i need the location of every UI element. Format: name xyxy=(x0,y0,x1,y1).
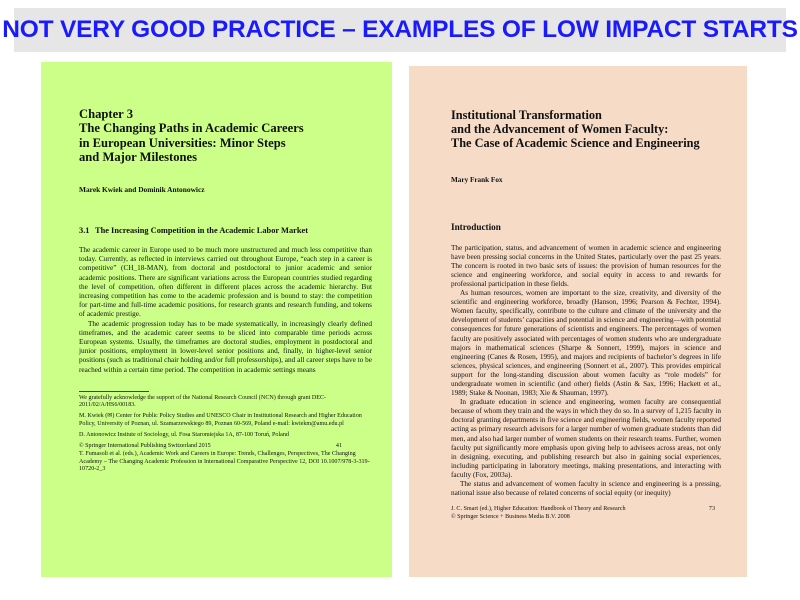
right-page-excerpt xyxy=(409,66,747,577)
footnote: We gratefully acknowledge the support of the National Research Council (NCN) through grant DEC-2011/02/A/HS6/00183. xyxy=(79,394,327,409)
body-text xyxy=(79,246,372,375)
chapter-number: Chapter 3 xyxy=(79,107,133,121)
publication-footer xyxy=(451,506,721,521)
article-author: Mary Frank Fox xyxy=(451,175,503,184)
article-title-line: The Case of Academic Science and Engineering xyxy=(451,136,700,151)
copyright-line: © Springer International Publishing Switzerland 2015 xyxy=(79,443,211,450)
section-heading xyxy=(79,226,372,236)
slide-title: NOT VERY GOOD PRACTICE – EXAMPLES OF LOW IMPACT STARTS xyxy=(2,16,798,43)
page-number: 41 xyxy=(335,443,342,450)
body-text xyxy=(451,244,721,499)
paragraph: The academic career in Europe used to be much more unstructured and much less competitive than today. Currently, as reflected in interviews carried out throughout Europe, “each step in a career is competitive” (CH_18-MAN), from doctoral and postdoctoral to junior academic and senior academic positions. There are significant variations across the European countries studied regarding the level of competition, often different in different places across the academic hierarchy. But increasing competition has come to the academic profession and is bound to stay: the competition for part-time and full-time academic positions, for research grants and research funding, and tokens of academic prestige. xyxy=(79,245,372,319)
section-heading: Introduction xyxy=(451,221,501,232)
copyright-block xyxy=(79,443,372,474)
paragraph: The participation, status, and advancement of women in academic science and engineering have been pressing social concerns in the United States, particularly over the past 25 years. The concern is rooted in two basic sets of issues: the provision of human resources for the science and engineering workforce, and social equity in access to and rewards for professional participation in these fields. xyxy=(451,243,721,288)
footnote-divider xyxy=(79,391,149,392)
footnote: M. Kwiek (✉) Center for Public Policy Studies and UNESCO Chair in Institutional Research and Higher Education Policy, University of Poznan, ul. Szamarzewskiego 89, Poznan 60-569, Poland e-mail: kwiekm@amu.edu.pl xyxy=(79,413,362,427)
page-number: 73 xyxy=(708,506,715,513)
article-title-line: and the Advancement of Women Faculty: xyxy=(451,122,669,137)
section-title: The Increasing Competition in the Academic Labor Market xyxy=(95,225,309,235)
paragraph: The academic progression today has to be made systematically, in increasingly clearly defined timeframes, and the academic career seems to be sliced into comparable time periods across European systems. Usually, the timeframes are doctoral studies, employment in postdoctoral and junior positions, employment in lower-level senior positions and, finally, in higher-level senior positions (such as traditional chair holding and/or full professorships), and all career steps have to be reached within a certain time period. The competition in academic settings means xyxy=(79,319,372,374)
paragraph: In graduate education in science and engineering, women faculty are consequential because of whom they train and the ways in which they do so. In a survey of 1,215 faculty in doctoral granting departments in five science and engineering fields, women faculty reported acting as primary research advisors for a larger number of women graduate students than did men, and also had larger number of women students on their research teams. Further, women faculty put significantly more emphasis upon giving help to advisees across areas, not only in designing, executing, and publishing research but also in gaining social experiences, including participating in laboratory meetings, making presentations, and interacting with faculty (Fox, 2003a). xyxy=(451,398,721,479)
section-number: 3.1 xyxy=(79,225,90,235)
footer-line: © Springer Science + Business Media B.V. 2008 xyxy=(451,513,570,520)
footer-line: J. C. Smart (ed.), Higher Education: Handbook of Theory and Research xyxy=(451,506,626,513)
chapter-title xyxy=(79,121,372,165)
slide-banner xyxy=(2,8,798,52)
footnotes xyxy=(79,395,372,440)
chapter-title-line: in European Universities: Minor Steps xyxy=(79,135,286,150)
paragraph: As human resources, women are important to the size, creativity, and diversity of the scientific and engineering workforce, broadly (Hanson, 1996; Pearson & Fechter, 1994). Women faculty, specifically, contribute to the culture and climate of the university and the development of students’ capacities and potential in science and engineering—with potential consequences for future generations of scientists and engineers. The percentages of women faculty are positively associated with percentages of women students who are undergraduate majors in mathematical sciences (Sharpe & Sonnert, 1999), majors in science and engineering (Canes & Rosen, 1995), and majors and recipients of bachelor’s degrees in life sciences, physical sciences, and engineering (Sonnert et al., 2007). This provides empirical support for the long-standing discussion about women faculty as “role models” for undergraduate women in scientific (and other) fields (Astin & Sax, 1996; Hackett et al., 1989; Stake & Noonan, 1983; Xie & Shauman, 1997). xyxy=(451,289,721,398)
paragraph: The status and advancement of women faculty in science and engineering is a pressing, national issue also because of related concerns of social equity (or inequity) xyxy=(451,480,721,498)
chapter-authors: Marek Kwiek and Dominik Antonowicz xyxy=(79,184,205,194)
chapter-title-line: The Changing Paths in Academic Careers xyxy=(79,121,304,135)
footnote: D. Antonowicz Insitute of Sociology, ul. Fosa Staromiejska 1A, 87-100 Toruń, Poland xyxy=(79,431,289,438)
article-title xyxy=(451,108,721,151)
chapter-title-line: and Major Milestones xyxy=(79,150,197,164)
left-page-excerpt xyxy=(41,62,392,577)
article-title-line: Institutional Transformation xyxy=(451,108,602,122)
copyright-line: T. Fumasoli et al. (eds.), Academic Work and Careers in Europe: Trends, Challenges, Perspectives, The Changing Academy – The Changing Academic Profession in International Comparative Perspective 12, DOI 10.1007/978-3-319-10720-2_3 xyxy=(79,450,370,473)
